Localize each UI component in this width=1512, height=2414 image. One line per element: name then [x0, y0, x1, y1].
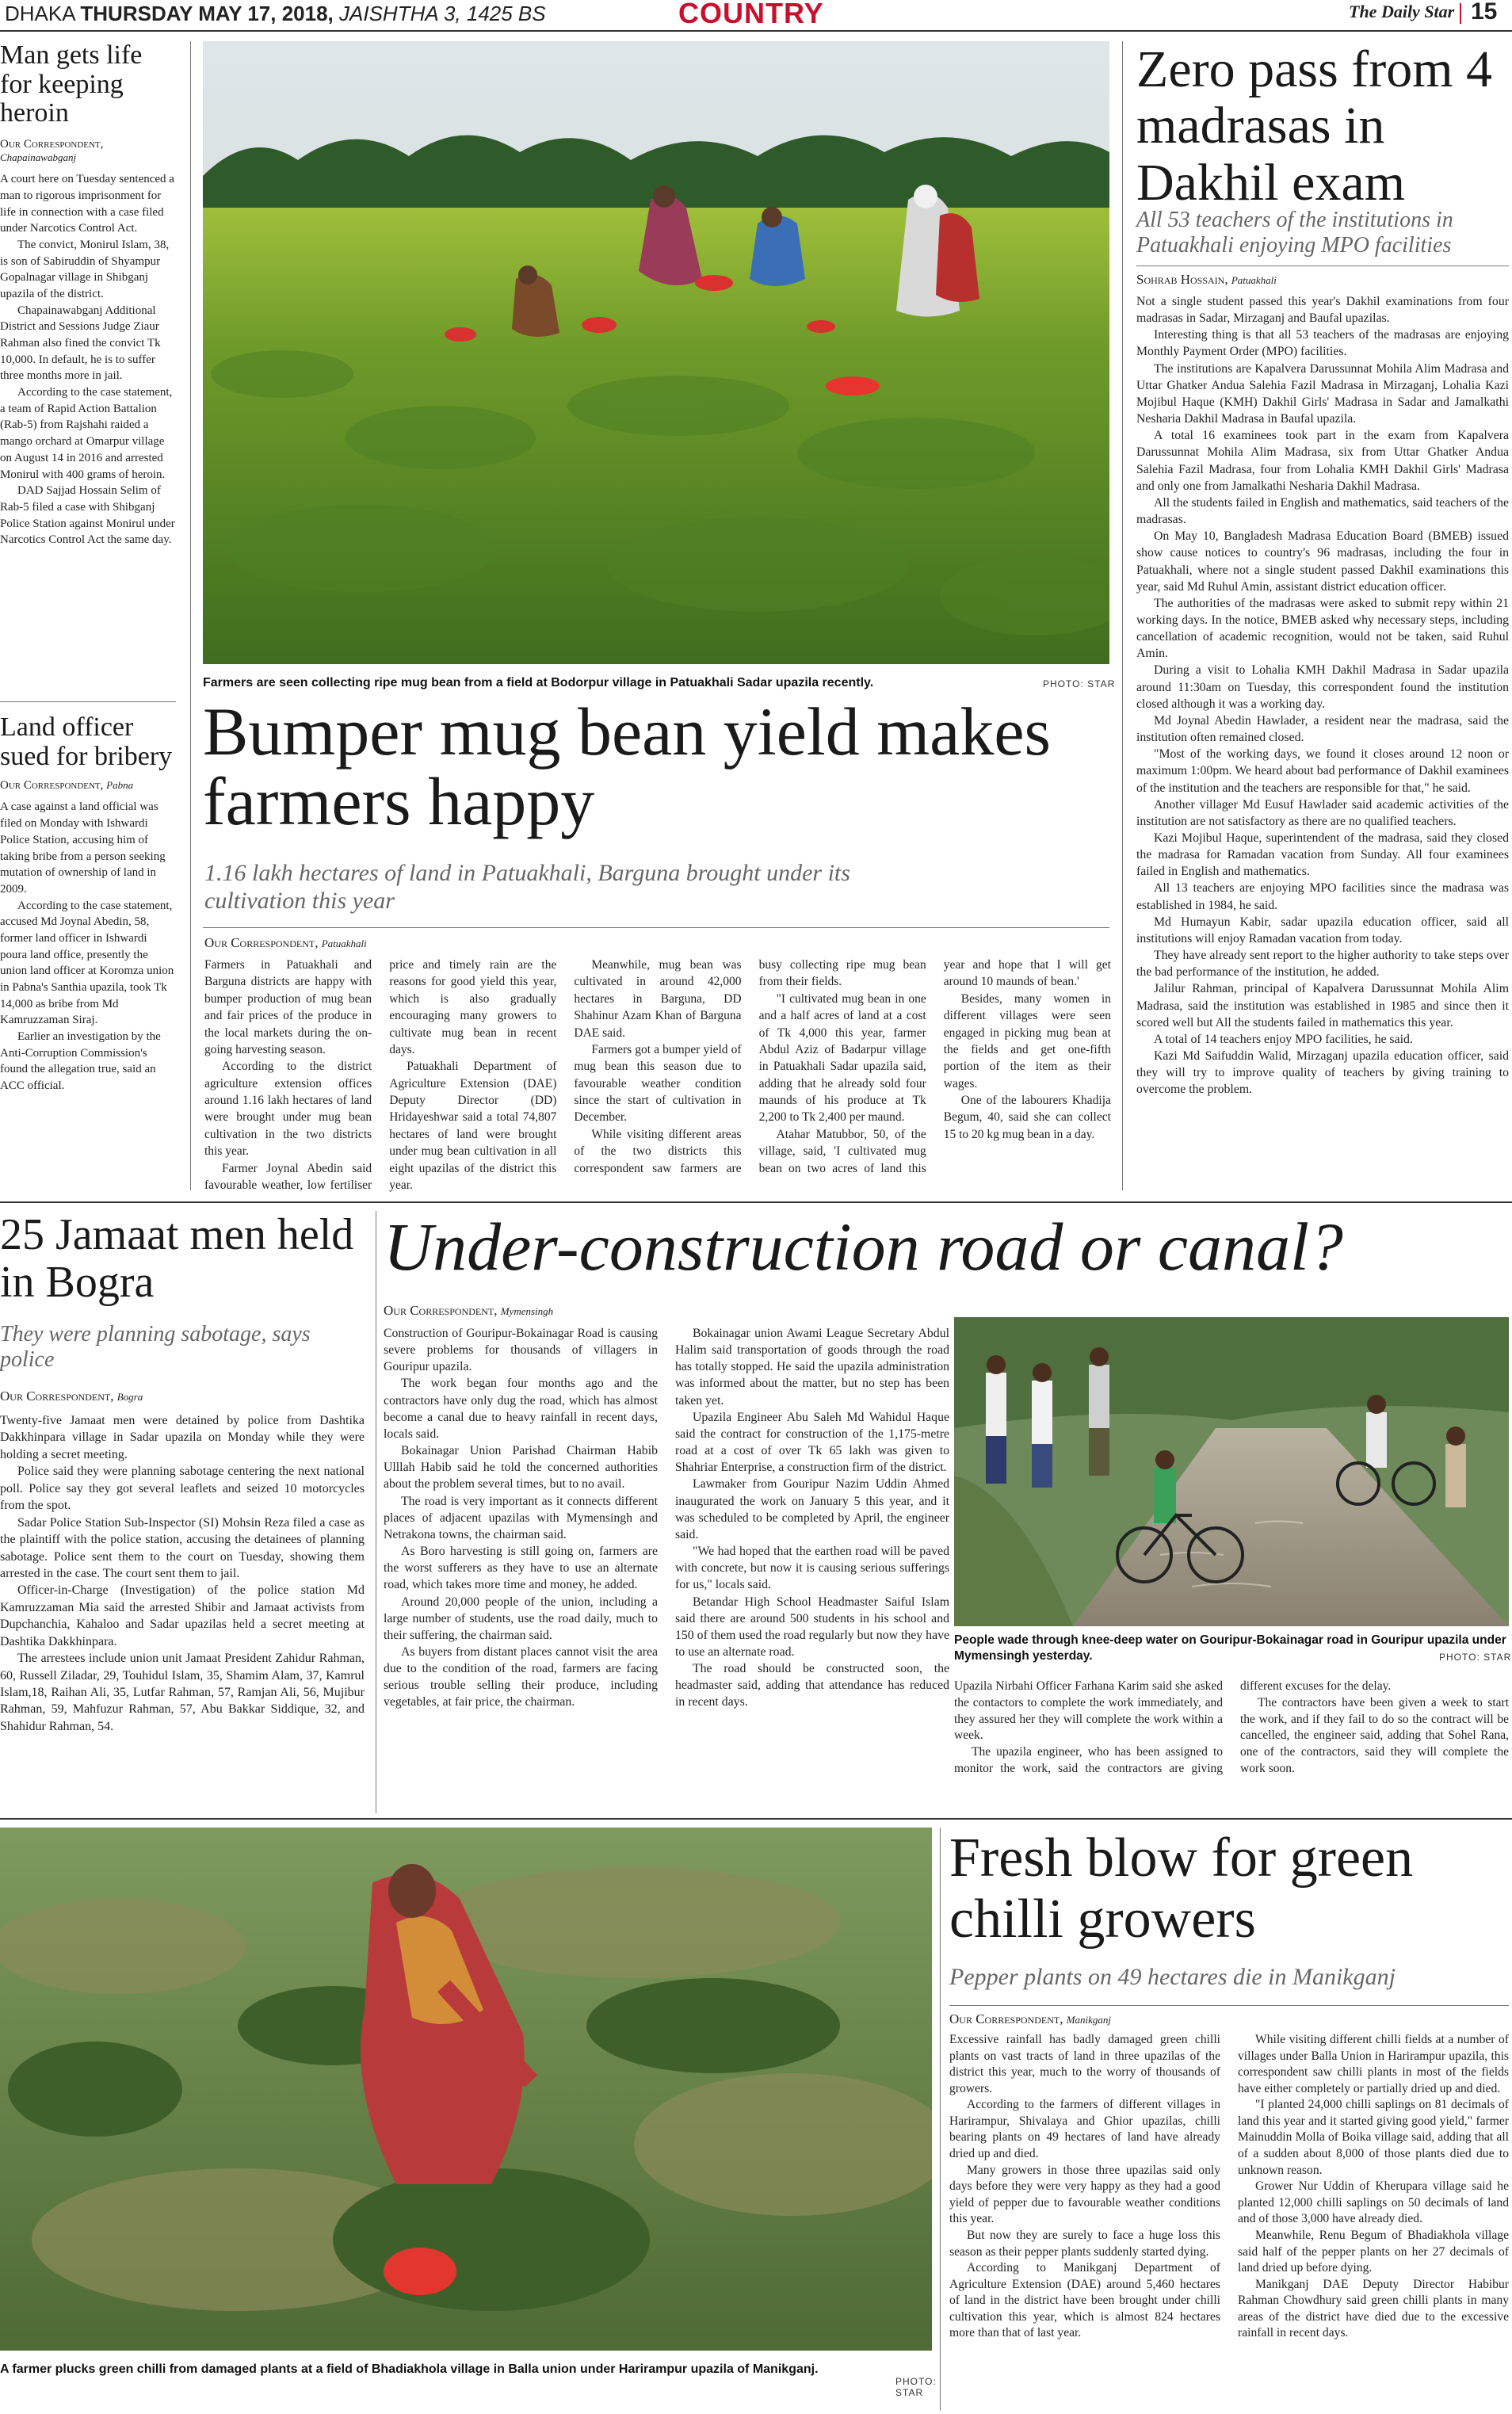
villager-figure [1445, 1427, 1466, 1507]
chilli-field-photo [0, 1828, 932, 2351]
paragraph: All 13 teachers are enjoying MPO facilities since the madrasa was established in 1984, he said. [1136, 881, 1509, 912]
paragraph: According to the farmers of different villages in Harirampur, Shivalaya and Ghior upazilas, chilli bearing plants on 49 hectares of land have already dried up and died. [949, 2098, 1220, 2161]
column-divider [1122, 41, 1123, 1190]
paragraph: The road is very important as it connects different places of adjacent upazilas with Mymensingh and Netrakona towns, the chairman said. [384, 1494, 658, 1541]
article-body [0, 799, 176, 1094]
byline-place: Pabna [106, 779, 134, 792]
masthead-city: DHAKA [5, 2, 75, 25]
headline: Zero pass from 4 madrasas in Dakhil exam [1136, 40, 1493, 212]
villager-figure [986, 1355, 1006, 1484]
paragraph: Kazi Md Saifuddin Walid, Mirzaganj upazila education officer, said they will try to improve quality of teachers by giving training to overcome the problem. [1136, 1049, 1509, 1097]
paragraph: The arrestees include union unit Jamaat President Zahidur Rahman, 60, Russell Ziladar, 29, Touhidul Islam, 35, Shamim Alam, 37, Kamrul Islam,18, Raihan Ali, 35, Lutfar Rahman, 57, Ramjan Ali, 56, Mujibur Rahman, 59, Mahfuzur Rahman, 57, Abu Bakkar Siddique, 32, and Shahidur Rahman, 54. [0, 1652, 365, 1733]
paragraph: The upazila engineer, who has been assigned to monitor the work, said the contractors are giving different excuses for the delay. [954, 1679, 1392, 1775]
chilli-illustration [0, 1828, 932, 2351]
photo-caption: A farmer plucks green chilli from damaged plants at a field of Bhadiakhola village in Balla union under Harirampur upazila of Manikganj. [0, 2362, 819, 2376]
paragraph: Farmers got a bumper yield of mug bean this season due to favourable weather condition since the start of cultivation in December. [574, 1042, 742, 1125]
paragraph: The convict, Monirul Islam, 38, is son of Sabiruddin of Shyampur Gopalnagar village in Shibganj upazila of the district. [0, 238, 170, 300]
paragraph: Grower Nur Uddin of Kherupara village said he planted 12,000 chilli saplings on 50 decimals of land and of those 3,000 have already died. [1238, 2179, 1509, 2226]
paragraph: While visiting different chilli fields at a number of villages under Balla Union in Harirampur upazila, this correspondent saw chilli plants in most of the fields have either completely or partially dried up and died. [1238, 2033, 1509, 2095]
byline-place: Patuakhali [321, 938, 367, 949]
paragraph: On May 10, Bangladesh Madrasa Education Board (BMEB) issued show cause notices to country's 96 madrasas, including the four in Patuakhali, where not a single student passed Dakhil examinations this year, said Md Ruhul Amin, assistant district education officer. [1136, 529, 1509, 594]
paragraph: "I cultivated mug bean in one and a half acres of land at a cost of Tk 4,000 this year, farmer Abdul Aziz of Badarpur village in Patuakhali Sadar upazila said, adding that he already sold four maunds of his produce at Tk 2,200 to Tk 2,400 per maund. [758, 991, 926, 1125]
paragraph: Meanwhile, mug bean was cultivated in around 42,000 hectares in Barguna, DD Shahinur Azam Khan of Barguna DAE said. [574, 958, 742, 1040]
article-rule [1136, 265, 1509, 266]
masthead-dateline [5, 2, 546, 26]
photo-credit: PHOTO: STAR [1043, 678, 1116, 689]
paragraph: Manikganj DAE Deputy Director Habibur Rahman Chowdhury said green chilli plants in many areas of the district have died due to the excessive rainfall in recent days. [1238, 2277, 1509, 2340]
paragraph: Earlier an investigation by the Anti-Corruption Commission's found the allegation true, said an ACC official. [0, 1030, 161, 1093]
basket [826, 376, 880, 395]
paragraph: A total 16 examinees took part in the exam from Kapalvera Darussunnat Mohila Alim Madrasa, six from Uttar Ghatker Andua Salehia Fazil Madrasa, four from Lohalia KMH Dakhil Girls' Madrasa and only one from Jamalkathi Nesharia Dakhil Madrasa. [1136, 429, 1509, 493]
mug-bean-field-photo [203, 41, 1109, 664]
paragraph: Interesting thing is that all 53 teachers of the madrasas are enjoying Monthly Payment Order (MPO) facilities. [1136, 328, 1509, 359]
villager-figure [1089, 1347, 1109, 1476]
deck: All 53 teachers of the institutions in Patuakhali enjoying MPO facilities [1136, 208, 1453, 258]
article-body [0, 171, 176, 548]
headline: Bumper mug bean yield makes farmers happy [203, 693, 1051, 839]
paragraph: Farmers in Patuakhali and Barguna districts are happy with bumper production of mug bean and fair prices of the produce in the local markets during the on-going harvesting season. [204, 958, 372, 1056]
paragraph: Sadar Police Station Sub-Inspector (SI) Mohsin Reza filed a case as the plaintiff with the police station, accusing the detainees of planning sabotage. Police sent them to the court on Tuesday, showing them arrested in the case. The court sent them to jail. [0, 1515, 365, 1580]
photo-caption: People wade through knee-deep water on Gouripur-Bokainagar road in Gouripur upazila under Mymensingh yesterday. [954, 1633, 1506, 1663]
photo-credit: PHOTO: STAR [895, 2376, 937, 2398]
paragraph: Lawmaker from Gouripur Nazim Uddin Ahmed inaugurated the work on January 5 this year, and it was scheduled to be completed by April, the engineer said. [675, 1477, 949, 1541]
article-rule [203, 927, 1109, 928]
masthead-rule [0, 30, 1512, 32]
road-illustration [954, 1317, 1509, 1626]
article-body [0, 1412, 365, 1735]
headline: 25 Jamaat men held in Bogra [0, 1210, 354, 1308]
paragraph: All the students failed in English and mathematics, said teachers of the madrasas. [1136, 495, 1509, 527]
paragraph: One of the labourers Khadija Begum, 40, said she can collect 15 to 20 kg mug bean in a day. [943, 1094, 1111, 1141]
page-number: 15 [1471, 0, 1498, 25]
paragraph: Md Humayun Kabir, sadar upazila education officer, said all institutions will enjoy Ramadan vacation from today. [1136, 915, 1509, 945]
paragraph: According to the district agriculture extension offices around 1.16 lakh hectares of land were brought under mug bean cultivation in the two districts this year. [204, 1060, 372, 1159]
byline-name: Our Correspondent, [949, 2011, 1063, 2026]
deck: Pepper plants on 49 hectares die in Manikganj [949, 1964, 1396, 1990]
villager-figure [1032, 1363, 1052, 1488]
paragraph: Construction of Gouripur-Bokainagar Road is causing severe problems for thousands of villagers in Gouripur upazila. [384, 1327, 658, 1374]
section-rule [0, 1818, 1512, 1820]
byline [204, 935, 367, 951]
paragraph: Upazila Nirbahi Officer Farhana Karim said she asked the contactors to complete the work immediately, and they assured her they will complete the work within a week. [954, 1679, 1223, 1743]
byline [0, 779, 176, 793]
headline: Man gets life for keeping heroin [0, 40, 143, 128]
paragraph: Jalilur Rahman, principal of Kapalvera Darussunnat Mohila Alim Madrasa, said the institution was established in 1985 and since then it scored well but All the students failed in mathematics this year. [1136, 982, 1509, 1029]
paragraph: Betandar High School Headmaster Saiful Islam said there are around 500 students in his school and 150 of them used the road regularly but now they have to use an alternate road. [675, 1595, 949, 1659]
column-rule [0, 701, 176, 702]
paragraph: Bokainagar union Awami League Secretary Abdul Halim said transportation of goods through the road has totally stopped. He said the upazila administration was informed about the matter, but no step has been taken yet. [675, 1327, 949, 1408]
paragraph: Twenty-five Jamaat men were detained by police from Dashtika Dakkhinpara village in Sadar upazila on Monday while they were holding a secret meeting. [0, 1414, 365, 1461]
byline-name: Our Correspondent, [204, 935, 319, 950]
headline: Land officer sued for bribery [0, 712, 173, 771]
article-body-continued [954, 1679, 1509, 1797]
byline [0, 1388, 143, 1404]
byline-name: Our Correspondent, [0, 138, 104, 151]
paragraph: Not a single student passed this year's Dakhil examinations from four madrasas in Sadar, Mirzaganj and Baufal upazilas. [1136, 295, 1509, 326]
paragraph: The work began four months ago and the contractors have only dug the road, which has almost become a canal due to heavy rainfall in recent days, locals said. [384, 1377, 658, 1441]
photo-caption: Farmers are seen collecting ripe mug bean from a field at Bodorpur village in Patuakhali Sadar upazila recently. [203, 676, 874, 689]
byline-name: Our Correspondent, [0, 1388, 114, 1404]
paragraph: During a visit to Lohalia KMH Dakhil Madrasa in Sadar upazila around 11:30am on Tuesday, this correspondent found the institution closed although it was a working day. [1136, 663, 1509, 711]
paragraph: According to the case statement, a team of Rapid Action Battalion (Rab-5) from Rajshahi raided a mango orchard at Omarpur village on August 14 in 2016 and arrested Monirul with 400 grams of heroin. [0, 386, 173, 481]
paragraph: Chapainawabganj Additional District and Sessions Judge Ziaur Rahman also fined the convict Tk 10,000. In default, he is to suffer three months more in jail. [0, 304, 161, 383]
article-heroin [0, 41, 176, 548]
paragraph: Patuakhali Department of Agriculture Extension (DAE) Deputy Director (DD) Hridayeshwar said a total 74,807 hectares of land were brought under mug bean cultivation in all eight upazilas of the district this year. [389, 1060, 557, 1192]
paragraph: Farmer Joynal Abedin said favourable weather, low fertiliser price and timely rain are the reasons for good yield this year, which is also gradually encouraging many growers to cultivate mug bean in recent days. [204, 958, 557, 1192]
article-body [949, 2032, 1509, 2409]
flooded-road-photo [954, 1317, 1509, 1626]
byline [1136, 272, 1277, 288]
article-body [384, 1325, 949, 1797]
bucket [384, 2248, 456, 2295]
newspaper-logo: The Daily Star [1349, 2, 1455, 21]
paragraph: "Most of the working days, we found it closes around 12 noon or maximum 1:00pm. We heard about bad performance of Dakhil examinees of the institution and the teachers are responsible for that," he said. [1136, 747, 1509, 795]
byline-place: Patuakhali [1231, 274, 1277, 286]
article-land-officer [0, 713, 176, 1094]
paragraph: As buyers from distant places cannot visit the area due to the condition of the road, farmers are facing serious trouble selling their produce, including vegetables, at fair price, the chairman. [384, 1644, 658, 1709]
article-rule [949, 2005, 1509, 2006]
paragraph: According to Manikganj Department of Agriculture Extension (DAE) around 5,460 hectares of land in the district have been brought under chilli cultivation this year, which is almost 824 hectares more than that of last year. [949, 2261, 1220, 2340]
byline [384, 1303, 553, 1319]
paragraph: "We had hoped that the earthen road will be paved with concrete, but now it is causing serious sufferings for us," locals said. [675, 1545, 949, 1592]
paragraph: Kazi Mojibul Haque, superintendent of the madrasa, said they closed the madrasa for Ramadan vacation from Sunday. All four examinees failed in English and mathematics. [1136, 831, 1509, 879]
paragraph: A total of 14 teachers enjoy MPO facilities, he said. [1154, 1032, 1413, 1046]
masthead-bangla-date: JAISHTHA 3, 1425 BS [339, 2, 546, 25]
paragraph: The road should be constructed soon, the headmaster said, adding that attendance has reduced in recent days. [675, 1662, 949, 1709]
byline-name: Our Correspondent, [384, 1303, 498, 1318]
paragraph: According to the case statement, accused Md Joynal Abedin, 58, former land officer in Ishwardi poura land office, presently the union land officer at Koromza union in Pabna's Santhia upazila, took Tk 14,000 as bribe from Md Kamruzzaman Siraj. [0, 899, 174, 1027]
headline: Under-construction road or canal? [384, 1209, 1343, 1285]
deck: They were planning sabotage, says police [0, 1322, 311, 1373]
paragraph: Officer-in-Charge (Investigation) of the police station Md Kamruzzaman Mia said the arrested Shibir and Jamaat activists from Dupchanchia, Kahaloo and Sadar upazilas held a secret meeting at Dashtika Dakkhinpara. [0, 1583, 365, 1648]
paragraph: They have already sent report to the higher authority to take steps over the bad performance of the institution, he added. [1136, 949, 1509, 980]
article-body [204, 957, 1111, 1194]
deck: 1.16 lakh hectares of land in Patuakhali, Barguna brought under its cultivation this year [204, 860, 850, 914]
paragraph: Md Joynal Abedin Hawlader, a resident near the madrasa, said the institution often remained closed. [1136, 713, 1509, 745]
paragraph: Police said they were planning sabotage centering the next national poll. Police say they got several leaflets and seized 10 motorcycles from the spot. [0, 1465, 365, 1513]
photo-credit: PHOTO: STAR [1439, 1652, 1512, 1663]
masthead-date: THURSDAY MAY 17, 2018, [80, 2, 334, 25]
byline-place: Chapainawabganj [0, 151, 77, 164]
paragraph: The institutions are Kapalvera Darussunnat Mohila Alim Madrasa and Uttar Ghatker Andua Salehia Fazil Madrasa in Mirzaganj, Lohalia Kazi Mojibul Haque (KMH) Dakhil Girls' Madrasa in Sadar and Jamalkathi Nesharia Dakhil Madrasa in Baufal upazila. [1136, 361, 1509, 426]
byline [949, 2011, 1111, 2027]
paragraph: Many growers in those three upazilas said only days before they were very happy as they had a good yield of pepper due to favourable weather conditions this year. [949, 2163, 1220, 2226]
byline-place: Bogra [116, 1391, 143, 1403]
paragraph: A court here on Tuesday sentenced a man to rigorous imprisonment for life in connection with a case filed under Narcotics Control Act. [0, 173, 174, 235]
paragraph: DAD Sajjad Hossain Selim of Rab-5 filed a case with Shibganj Police Station against Monirul under Narcotics Control Act the same day. [0, 484, 175, 547]
paragraph: Excessive rainfall has badly damaged green chilli plants on vast tracts of land in three upazilas of the district this year, much to the worry of thousands of growers. [949, 2033, 1220, 2095]
paragraph: "I planted 24,000 chilli saplings on 81 decimals of land this year and it started giving good yield," farmer Mainuddin Molla of Boika village said, adding that all of a sudden about 8,000 of those plants died due to unknown reason. [1238, 2098, 1509, 2177]
paragraph: Around 20,000 people of the union, including a large number of students, use the road daily, much to their suffering, the chairman said. [384, 1595, 658, 1642]
paragraph: Besides, many women in different villages were seen engaged in picking mug bean at the fields and get one-fifth portion of the item as their wages. [943, 991, 1111, 1091]
byline-place: Mymensingh [500, 1305, 554, 1317]
paragraph: Upazila Engineer Abu Saleh Md Wahidul Haque said the contract for construction of the 1,175-metre road at a cost of over Tk 65 lakh was given to Shahriar Enterprise, a construction firm of the district. [675, 1410, 949, 1475]
byline-place: Manikganj [1066, 2014, 1112, 2026]
byline [0, 138, 176, 165]
column-divider [940, 1828, 941, 2411]
section-label: COUNTRY [678, 0, 824, 29]
paragraph: A case against a land official was filed on Monday with Ishwardi Police Station, accusing him of taking bribe from a person seeking mutation of ownership of land in 2009. [0, 800, 166, 896]
section-rule [0, 1201, 1512, 1203]
field-illustration [203, 41, 1109, 664]
page-number-divider [1460, 3, 1461, 24]
byline-name: Our Correspondent, [0, 779, 104, 793]
paragraph: While visiting different areas of the two districts this correspondent saw farmers are busy collecting ripe mug bean from their fields. [574, 958, 926, 1175]
paragraph: Meanwhile, Renu Begum of Bhadiakhola village said half of the pepper plants on her 27 decimals of land dried up before dying. [1238, 2228, 1509, 2275]
paragraph: Atahar Matubbor, 50, of the village, said, 'I cultivated mug bean on two acres of land this year and hope that I will get around 10 maunds of bean.' [758, 958, 1111, 1175]
paragraph: Bokainagar Union Parishad Chairman Habib Ulllah Habib said he told the concerned authorities about the problem several times, but to no avail. [384, 1444, 658, 1492]
article-body [1136, 293, 1509, 1098]
paragraph: The contractors have been given a week to start the work, and if they fail to do so the contract will be cancelled, the engineer said, adding that Sohel Rana, one of the contractors, said they will complete the work soon. [1240, 1695, 1509, 1775]
byline-name: Sohrab Hossain, [1136, 272, 1228, 287]
column-divider [190, 41, 191, 1190]
paragraph: Another villager Md Eusuf Hawlader said academic activities of the institution are not satisfactory as there are no qualified teachers. [1136, 797, 1509, 828]
headline: Fresh blow for green chilli growers [949, 1828, 1414, 1950]
paragraph: The authorities of the madrasas were asked to submit repy within 21 working days. In the notice, BMEB asked why necessary steps, including cancellation of academic recognition, would not be taken, said Ruhul Amin. [1136, 596, 1509, 661]
paragraph: But now they are surely to face a huge loss this season as their pepper plants suddenly started dying. [949, 2228, 1220, 2259]
paragraph: As Boro harvesting is still going on, farmers are the worst sufferers as they have to use an alternate road, which takes more time and money, he added. [384, 1545, 658, 1592]
